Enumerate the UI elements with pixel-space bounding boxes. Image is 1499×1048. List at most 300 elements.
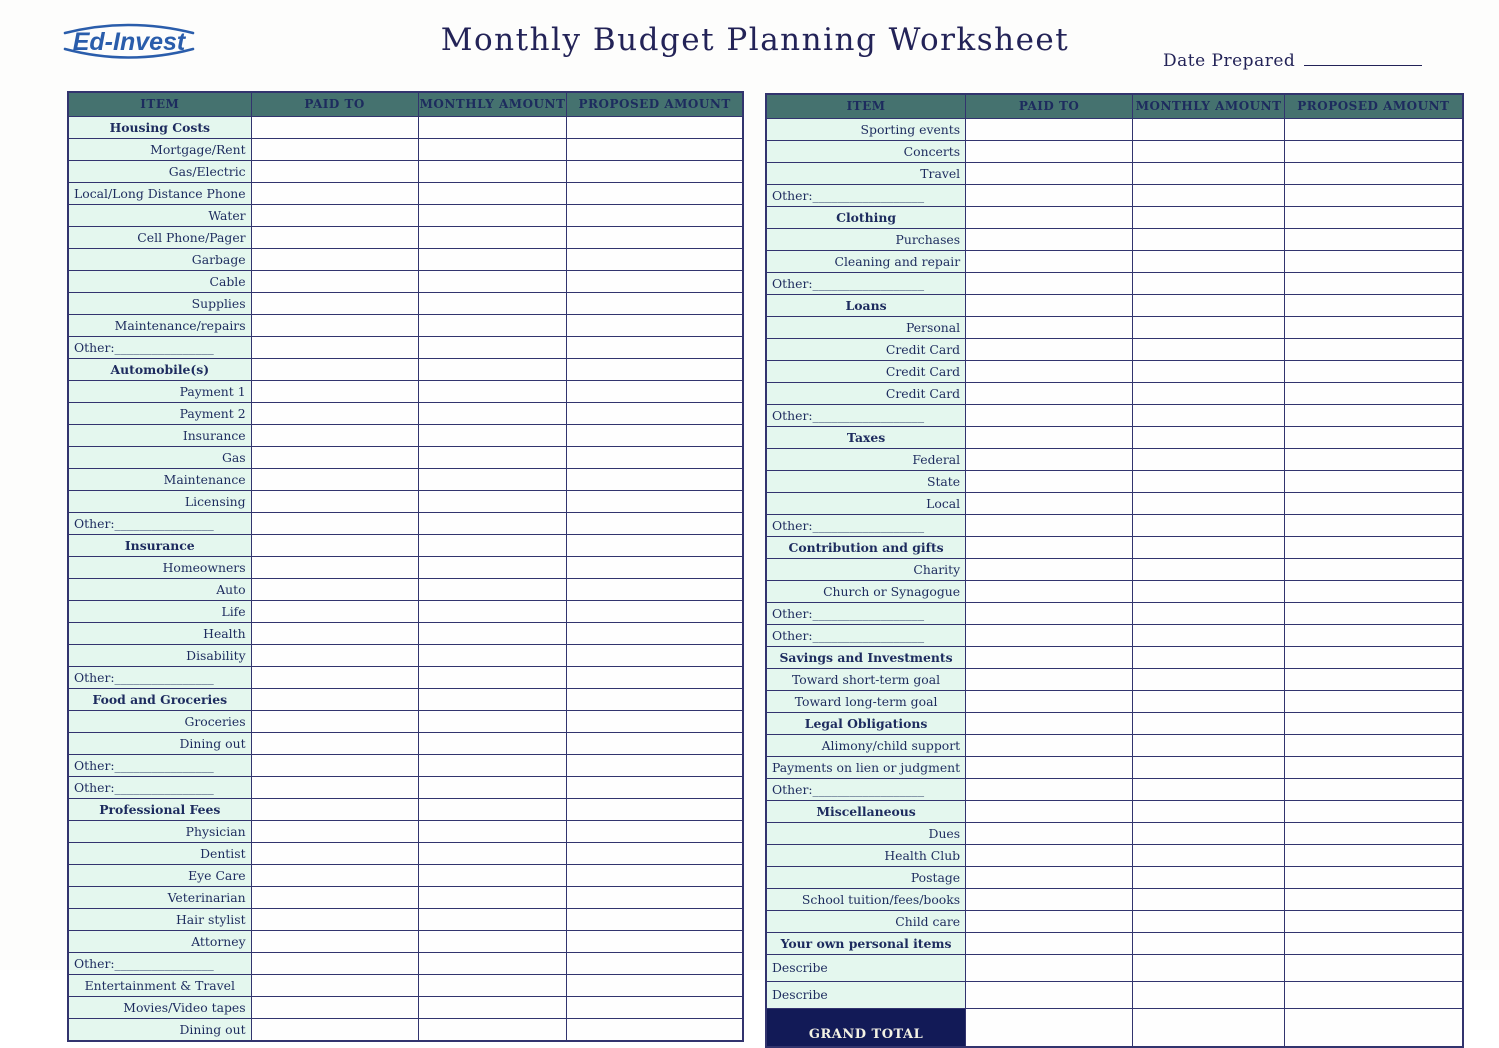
monthly-amount-cell[interactable] <box>418 381 567 403</box>
table-row <box>68 975 743 997</box>
monthly-amount-cell[interactable] <box>418 271 567 293</box>
monthly-amount-cell[interactable] <box>418 403 567 425</box>
date-prepared-field[interactable] <box>1304 50 1422 66</box>
monthly-amount-cell[interactable] <box>1133 625 1285 647</box>
paid-to-cell[interactable] <box>251 425 418 447</box>
monthly-amount-cell[interactable] <box>418 183 567 205</box>
monthly-amount-cell[interactable] <box>1133 537 1285 559</box>
monthly-amount-cell[interactable] <box>418 821 567 843</box>
proposed-amount-cell[interactable] <box>567 381 743 403</box>
paid-to-cell[interactable] <box>966 493 1133 515</box>
proposed-amount-cell[interactable] <box>1285 1009 1463 1048</box>
paid-to-cell[interactable] <box>251 535 418 557</box>
monthly-amount-cell[interactable] <box>418 249 567 271</box>
monthly-amount-cell[interactable] <box>1133 889 1285 911</box>
monthly-amount-cell[interactable] <box>1133 982 1285 1009</box>
table-row <box>68 359 743 381</box>
other-label-cell[interactable]: Other:__________________ <box>766 625 966 647</box>
proposed-amount-cell[interactable] <box>567 161 743 183</box>
paid-to-cell[interactable] <box>966 669 1133 691</box>
monthly-amount-cell[interactable] <box>1133 823 1285 845</box>
proposed-amount-cell[interactable] <box>567 623 743 645</box>
paid-to-cell[interactable] <box>966 163 1133 185</box>
paid-to-cell[interactable] <box>966 361 1133 383</box>
monthly-amount-cell[interactable] <box>418 227 567 249</box>
paid-to-cell[interactable] <box>966 251 1133 273</box>
monthly-amount-cell[interactable] <box>1133 141 1285 163</box>
paid-to-cell[interactable] <box>251 799 418 821</box>
other-label-cell[interactable]: Other:__________________ <box>766 273 966 295</box>
monthly-amount-cell[interactable] <box>418 139 567 161</box>
paid-to-cell[interactable] <box>966 317 1133 339</box>
proposed-amount-cell[interactable] <box>1285 735 1463 757</box>
other-label-cell[interactable]: Other:__________________ <box>766 405 966 427</box>
proposed-amount-cell[interactable] <box>567 117 743 139</box>
proposed-amount-cell[interactable] <box>1285 449 1463 471</box>
paid-to-cell[interactable] <box>966 625 1133 647</box>
table-row <box>766 801 1463 823</box>
proposed-amount-cell[interactable] <box>567 139 743 161</box>
monthly-amount-cell[interactable] <box>418 667 567 689</box>
paid-to-cell[interactable] <box>966 889 1133 911</box>
proposed-amount-cell[interactable] <box>1285 911 1463 933</box>
monthly-amount-cell[interactable] <box>418 777 567 799</box>
describe-label-cell[interactable]: Describe <box>766 955 966 982</box>
paid-to-cell[interactable] <box>966 933 1133 955</box>
proposed-amount-cell[interactable] <box>567 447 743 469</box>
table-row <box>766 207 1463 229</box>
monthly-amount-cell[interactable] <box>1133 493 1285 515</box>
paid-to-cell[interactable] <box>251 1019 418 1042</box>
table-row <box>68 557 743 579</box>
paid-to-cell[interactable] <box>966 405 1133 427</box>
paid-to-cell[interactable] <box>966 515 1133 537</box>
paid-to-cell[interactable] <box>966 471 1133 493</box>
table-row <box>766 955 1463 982</box>
monthly-amount-cell[interactable] <box>418 799 567 821</box>
proposed-amount-cell[interactable] <box>1285 603 1463 625</box>
proposed-amount-cell[interactable] <box>1285 801 1463 823</box>
monthly-amount-cell[interactable] <box>418 447 567 469</box>
monthly-amount-cell[interactable] <box>1133 867 1285 889</box>
item-label-cell: Movies/Video tapes <box>68 997 251 1019</box>
other-label-cell[interactable]: Other:__________________ <box>766 603 966 625</box>
monthly-amount-cell[interactable] <box>418 711 567 733</box>
proposed-amount-cell[interactable] <box>567 997 743 1019</box>
paid-to-cell[interactable] <box>966 229 1133 251</box>
proposed-amount-cell[interactable] <box>567 667 743 689</box>
proposed-amount-cell[interactable] <box>1285 273 1463 295</box>
proposed-amount-cell[interactable] <box>1285 889 1463 911</box>
monthly-amount-cell[interactable] <box>1133 251 1285 273</box>
monthly-amount-cell[interactable] <box>418 645 567 667</box>
monthly-amount-cell[interactable] <box>418 843 567 865</box>
proposed-amount-cell[interactable] <box>567 601 743 623</box>
monthly-amount-cell[interactable] <box>418 557 567 579</box>
proposed-amount-cell[interactable] <box>1285 185 1463 207</box>
paid-to-cell[interactable] <box>251 689 418 711</box>
paid-to-cell[interactable] <box>966 911 1133 933</box>
paid-to-cell[interactable] <box>251 645 418 667</box>
proposed-amount-cell[interactable] <box>1285 229 1463 251</box>
paid-to-cell[interactable] <box>251 579 418 601</box>
paid-to-cell[interactable] <box>251 469 418 491</box>
proposed-amount-cell[interactable] <box>1285 779 1463 801</box>
proposed-amount-cell[interactable] <box>1285 405 1463 427</box>
paid-to-cell[interactable] <box>251 931 418 953</box>
monthly-amount-cell[interactable] <box>1133 273 1285 295</box>
table-row <box>68 843 743 865</box>
proposed-amount-cell[interactable] <box>567 865 743 887</box>
paid-to-cell[interactable] <box>251 755 418 777</box>
monthly-amount-cell[interactable] <box>1133 735 1285 757</box>
monthly-amount-cell[interactable] <box>418 491 567 513</box>
monthly-amount-cell[interactable] <box>1133 1009 1285 1048</box>
proposed-amount-cell[interactable] <box>1285 669 1463 691</box>
proposed-amount-cell[interactable] <box>567 469 743 491</box>
proposed-amount-cell[interactable] <box>567 535 743 557</box>
monthly-amount-cell[interactable] <box>1133 449 1285 471</box>
paid-to-cell[interactable] <box>966 581 1133 603</box>
proposed-amount-cell[interactable] <box>567 887 743 909</box>
paid-to-cell[interactable] <box>251 513 418 535</box>
proposed-amount-cell[interactable] <box>1285 339 1463 361</box>
paid-to-cell[interactable] <box>966 273 1133 295</box>
proposed-amount-cell[interactable] <box>1285 559 1463 581</box>
monthly-amount-cell[interactable] <box>418 425 567 447</box>
paid-to-cell[interactable] <box>251 447 418 469</box>
paid-to-cell[interactable] <box>966 735 1133 757</box>
monthly-amount-cell[interactable] <box>418 733 567 755</box>
proposed-amount-cell[interactable] <box>567 931 743 953</box>
paid-to-cell[interactable] <box>251 315 418 337</box>
paid-to-cell[interactable] <box>251 601 418 623</box>
proposed-amount-cell[interactable] <box>567 1019 743 1042</box>
item-label-cell: Mortgage/Rent <box>68 139 251 161</box>
monthly-amount-cell[interactable] <box>418 623 567 645</box>
monthly-amount-cell[interactable] <box>418 293 567 315</box>
monthly-amount-cell[interactable] <box>418 469 567 491</box>
monthly-amount-cell[interactable] <box>418 953 567 975</box>
item-label-cell: Payments on lien or judgment <box>766 757 966 779</box>
proposed-amount-cell[interactable] <box>567 513 743 535</box>
item-label-cell: Health <box>68 623 251 645</box>
proposed-amount-cell[interactable] <box>1285 361 1463 383</box>
column-header: MONTHLY AMOUNT <box>1133 94 1285 119</box>
paid-to-cell[interactable] <box>251 227 418 249</box>
paid-to-cell[interactable] <box>251 183 418 205</box>
table-row <box>68 271 743 293</box>
monthly-amount-cell[interactable] <box>418 579 567 601</box>
paid-to-cell[interactable] <box>251 777 418 799</box>
table-row <box>766 933 1463 955</box>
paid-to-cell[interactable] <box>251 733 418 755</box>
monthly-amount-cell[interactable] <box>418 997 567 1019</box>
monthly-amount-cell[interactable] <box>1133 361 1285 383</box>
item-label-cell: Child care <box>766 911 966 933</box>
paid-to-cell[interactable] <box>966 955 1133 982</box>
proposed-amount-cell[interactable] <box>1285 119 1463 141</box>
paid-to-cell[interactable] <box>251 381 418 403</box>
item-label-cell: Purchases <box>766 229 966 251</box>
monthly-amount-cell[interactable] <box>418 865 567 887</box>
paid-to-cell[interactable] <box>966 185 1133 207</box>
monthly-amount-cell[interactable] <box>418 689 567 711</box>
monthly-amount-cell[interactable] <box>418 755 567 777</box>
other-label-cell[interactable]: Other:________________ <box>68 755 251 777</box>
proposed-amount-cell[interactable] <box>567 293 743 315</box>
paid-to-cell[interactable] <box>966 691 1133 713</box>
paid-to-cell[interactable] <box>251 161 418 183</box>
proposed-amount-cell[interactable] <box>567 557 743 579</box>
monthly-amount-cell[interactable] <box>418 161 567 183</box>
paid-to-cell[interactable] <box>251 997 418 1019</box>
proposed-amount-cell[interactable] <box>1285 933 1463 955</box>
table-row <box>68 293 743 315</box>
monthly-amount-cell[interactable] <box>1133 339 1285 361</box>
section-label-cell: Savings and Investments <box>766 647 966 669</box>
other-label-cell[interactable]: Other:__________________ <box>766 185 966 207</box>
proposed-amount-cell[interactable] <box>567 249 743 271</box>
proposed-amount-cell[interactable] <box>567 843 743 865</box>
proposed-amount-cell[interactable] <box>1285 163 1463 185</box>
proposed-amount-cell[interactable] <box>1285 295 1463 317</box>
paid-to-cell[interactable] <box>966 119 1133 141</box>
paid-to-cell[interactable] <box>966 295 1133 317</box>
paid-to-cell[interactable] <box>251 557 418 579</box>
proposed-amount-cell[interactable] <box>1285 537 1463 559</box>
other-label-cell[interactable]: Other:________________ <box>68 953 251 975</box>
proposed-amount-cell[interactable] <box>567 359 743 381</box>
item-label-cell: Toward long-term goal <box>766 691 966 713</box>
proposed-amount-cell[interactable] <box>1285 427 1463 449</box>
monthly-amount-cell[interactable] <box>1133 691 1285 713</box>
proposed-amount-cell[interactable] <box>567 711 743 733</box>
monthly-amount-cell[interactable] <box>418 931 567 953</box>
proposed-amount-cell[interactable] <box>1285 471 1463 493</box>
monthly-amount-cell[interactable] <box>1133 713 1285 735</box>
paid-to-cell[interactable] <box>966 339 1133 361</box>
paid-to-cell[interactable] <box>966 779 1133 801</box>
proposed-amount-cell[interactable] <box>567 733 743 755</box>
paid-to-cell[interactable] <box>251 623 418 645</box>
monthly-amount-cell[interactable] <box>1133 845 1285 867</box>
paid-to-cell[interactable] <box>251 887 418 909</box>
paid-to-cell[interactable] <box>251 865 418 887</box>
paid-to-cell[interactable] <box>251 975 418 997</box>
monthly-amount-cell[interactable] <box>1133 295 1285 317</box>
proposed-amount-cell[interactable] <box>567 909 743 931</box>
monthly-amount-cell[interactable] <box>418 117 567 139</box>
monthly-amount-cell[interactable] <box>418 975 567 997</box>
paid-to-cell[interactable] <box>251 403 418 425</box>
monthly-amount-cell[interactable] <box>418 1019 567 1042</box>
monthly-amount-cell[interactable] <box>1133 559 1285 581</box>
proposed-amount-cell[interactable] <box>567 315 743 337</box>
monthly-amount-cell[interactable] <box>1133 229 1285 251</box>
proposed-amount-cell[interactable] <box>567 777 743 799</box>
monthly-amount-cell[interactable] <box>1133 933 1285 955</box>
proposed-amount-cell[interactable] <box>1285 581 1463 603</box>
monthly-amount-cell[interactable] <box>1133 779 1285 801</box>
paid-to-cell[interactable] <box>251 909 418 931</box>
proposed-amount-cell[interactable] <box>1285 383 1463 405</box>
paid-to-cell[interactable] <box>966 207 1133 229</box>
proposed-amount-cell[interactable] <box>1285 647 1463 669</box>
paid-to-cell[interactable] <box>251 337 418 359</box>
paid-to-cell[interactable] <box>251 139 418 161</box>
other-label-cell[interactable]: Other:________________ <box>68 777 251 799</box>
monthly-amount-cell[interactable] <box>1133 581 1285 603</box>
monthly-amount-cell[interactable] <box>1133 185 1285 207</box>
monthly-amount-cell[interactable] <box>418 205 567 227</box>
monthly-amount-cell[interactable] <box>1133 317 1285 339</box>
paid-to-cell[interactable] <box>251 953 418 975</box>
proposed-amount-cell[interactable] <box>567 491 743 513</box>
proposed-amount-cell[interactable] <box>1285 493 1463 515</box>
proposed-amount-cell[interactable] <box>1285 251 1463 273</box>
table-row <box>766 361 1463 383</box>
proposed-amount-cell[interactable] <box>1285 823 1463 845</box>
monthly-amount-cell[interactable] <box>418 535 567 557</box>
paid-to-cell[interactable] <box>966 982 1133 1009</box>
paid-to-cell[interactable] <box>966 1009 1133 1048</box>
other-label-cell[interactable]: Other:________________ <box>68 337 251 359</box>
paid-to-cell[interactable] <box>966 757 1133 779</box>
table-row <box>68 997 743 1019</box>
monthly-amount-cell[interactable] <box>1133 603 1285 625</box>
proposed-amount-cell[interactable] <box>1285 845 1463 867</box>
monthly-amount-cell[interactable] <box>418 513 567 535</box>
table-row <box>68 491 743 513</box>
monthly-amount-cell[interactable] <box>1133 911 1285 933</box>
proposed-amount-cell[interactable] <box>567 975 743 997</box>
other-label-cell[interactable]: Other:__________________ <box>766 515 966 537</box>
paid-to-cell[interactable] <box>966 537 1133 559</box>
proposed-amount-cell[interactable] <box>567 799 743 821</box>
proposed-amount-cell[interactable] <box>1285 515 1463 537</box>
monthly-amount-cell[interactable] <box>1133 207 1285 229</box>
monthly-amount-cell[interactable] <box>418 601 567 623</box>
proposed-amount-cell[interactable] <box>567 227 743 249</box>
table-row <box>766 669 1463 691</box>
paid-to-cell[interactable] <box>966 867 1133 889</box>
other-label-cell[interactable]: Other:________________ <box>68 513 251 535</box>
monthly-amount-cell[interactable] <box>1133 647 1285 669</box>
proposed-amount-cell[interactable] <box>1285 982 1463 1009</box>
paid-to-cell[interactable] <box>966 427 1133 449</box>
monthly-amount-cell[interactable] <box>1133 515 1285 537</box>
paid-to-cell[interactable] <box>966 801 1133 823</box>
table-row <box>68 953 743 975</box>
proposed-amount-cell[interactable] <box>567 183 743 205</box>
paid-to-cell[interactable] <box>966 383 1133 405</box>
proposed-amount-cell[interactable] <box>1285 625 1463 647</box>
paid-to-cell[interactable] <box>251 293 418 315</box>
monthly-amount-cell[interactable] <box>1133 955 1285 982</box>
proposed-amount-cell[interactable] <box>1285 317 1463 339</box>
proposed-amount-cell[interactable] <box>567 645 743 667</box>
table-row <box>766 1009 1463 1048</box>
paid-to-cell[interactable] <box>966 603 1133 625</box>
other-label-cell[interactable]: Other:__________________ <box>766 779 966 801</box>
table-row <box>766 295 1463 317</box>
paid-to-cell[interactable] <box>251 117 418 139</box>
proposed-amount-cell[interactable] <box>1285 207 1463 229</box>
paid-to-cell[interactable] <box>251 271 418 293</box>
paid-to-cell[interactable] <box>251 821 418 843</box>
paid-to-cell[interactable] <box>966 559 1133 581</box>
paid-to-cell[interactable] <box>966 845 1133 867</box>
proposed-amount-cell[interactable] <box>567 579 743 601</box>
paid-to-cell[interactable] <box>251 711 418 733</box>
table-row <box>68 227 743 249</box>
paid-to-cell[interactable] <box>966 141 1133 163</box>
monthly-amount-cell[interactable] <box>418 337 567 359</box>
proposed-amount-cell[interactable] <box>567 205 743 227</box>
proposed-amount-cell[interactable] <box>1285 713 1463 735</box>
proposed-amount-cell[interactable] <box>567 953 743 975</box>
paid-to-cell[interactable] <box>251 667 418 689</box>
section-label-cell: Food and Groceries <box>68 689 251 711</box>
paid-to-cell[interactable] <box>251 249 418 271</box>
monthly-amount-cell[interactable] <box>1133 801 1285 823</box>
table-row <box>68 535 743 557</box>
item-label-cell: Water <box>68 205 251 227</box>
proposed-amount-cell[interactable] <box>1285 757 1463 779</box>
proposed-amount-cell[interactable] <box>1285 691 1463 713</box>
monthly-amount-cell[interactable] <box>1133 383 1285 405</box>
other-label-cell[interactable]: Other:________________ <box>68 667 251 689</box>
monthly-amount-cell[interactable] <box>1133 163 1285 185</box>
paid-to-cell[interactable] <box>966 449 1133 471</box>
monthly-amount-cell[interactable] <box>1133 427 1285 449</box>
monthly-amount-cell[interactable] <box>1133 405 1285 427</box>
monthly-amount-cell[interactable] <box>1133 757 1285 779</box>
proposed-amount-cell[interactable] <box>567 755 743 777</box>
proposed-amount-cell[interactable] <box>567 271 743 293</box>
table-row <box>68 381 743 403</box>
proposed-amount-cell[interactable] <box>1285 867 1463 889</box>
paid-to-cell[interactable] <box>966 713 1133 735</box>
paid-to-cell[interactable] <box>251 359 418 381</box>
item-label-cell: Supplies <box>68 293 251 315</box>
monthly-amount-cell[interactable] <box>1133 669 1285 691</box>
table-row <box>68 623 743 645</box>
proposed-amount-cell[interactable] <box>567 821 743 843</box>
monthly-amount-cell[interactable] <box>418 315 567 337</box>
monthly-amount-cell[interactable] <box>418 909 567 931</box>
proposed-amount-cell[interactable] <box>567 689 743 711</box>
paid-to-cell[interactable] <box>966 823 1133 845</box>
table-row <box>68 1019 743 1042</box>
paid-to-cell[interactable] <box>251 205 418 227</box>
paid-to-cell[interactable] <box>251 491 418 513</box>
proposed-amount-cell[interactable] <box>567 403 743 425</box>
describe-label-cell[interactable]: Describe <box>766 982 966 1009</box>
monthly-amount-cell[interactable] <box>418 359 567 381</box>
monthly-amount-cell[interactable] <box>418 887 567 909</box>
proposed-amount-cell[interactable] <box>1285 141 1463 163</box>
item-label-cell: Veterinarian <box>68 887 251 909</box>
proposed-amount-cell[interactable] <box>567 337 743 359</box>
monthly-amount-cell[interactable] <box>1133 119 1285 141</box>
paid-to-cell[interactable] <box>251 843 418 865</box>
proposed-amount-cell[interactable] <box>1285 955 1463 982</box>
paid-to-cell[interactable] <box>966 647 1133 669</box>
monthly-amount-cell[interactable] <box>1133 471 1285 493</box>
proposed-amount-cell[interactable] <box>567 425 743 447</box>
